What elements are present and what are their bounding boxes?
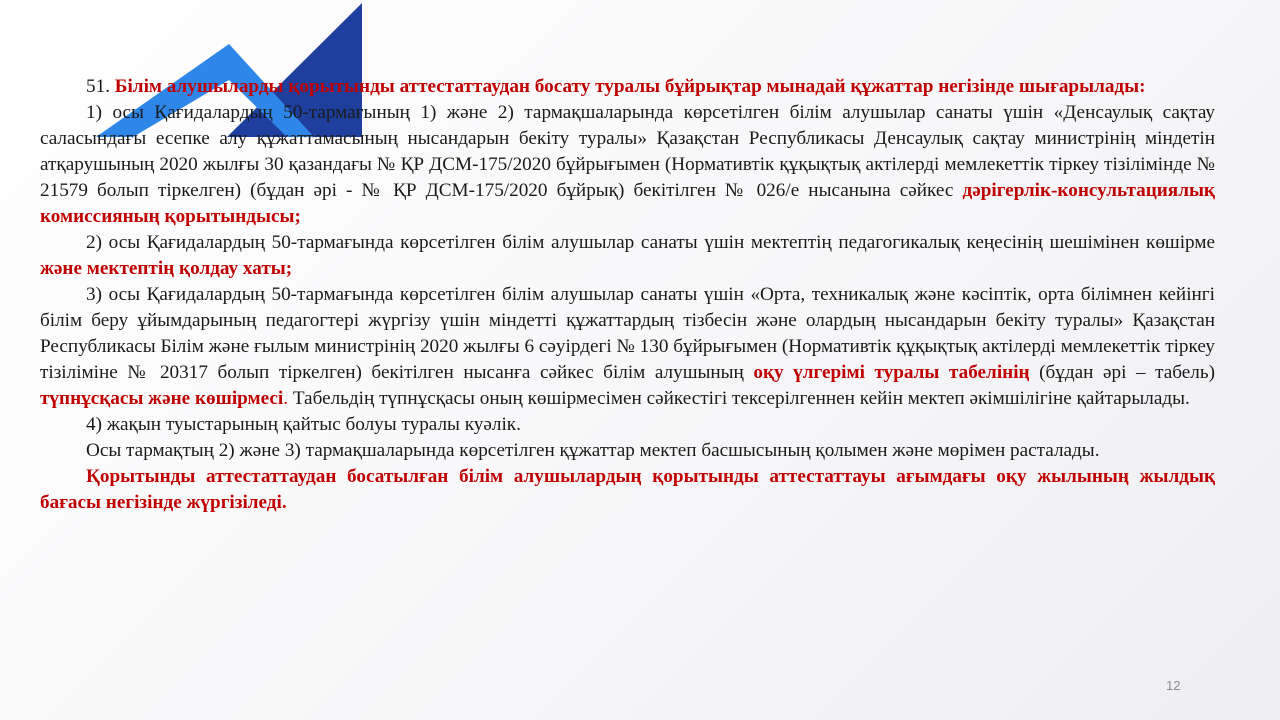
- paragraph-heading: Білім алушыларды қорытынды аттестаттаудан босату туралы бұйрықтар мынадай құжаттар негізінде шығарылады:: [114, 76, 1146, 97]
- paragraph-item-3: [40, 282, 1215, 412]
- confirmation-text: Осы тармақтың 2) және 3) тармақшаларында көрсетілген құжаттар мектеп басшысының қолымен және мөрімен расталады.: [86, 440, 1100, 461]
- paragraph-number: 51.: [86, 76, 115, 97]
- paragraph-item-4: [40, 412, 1215, 438]
- item-3-text-3: Табельдің түпнұсқасы оның көшірмесімен сәйкестігі тексерілгеннен кейін мектеп әкімшілігіне қайтарылады.: [288, 388, 1190, 409]
- item-4-text: 4) жақын туыстарының қайтыс болуы туралы куәлік.: [86, 414, 521, 435]
- item-3-highlight-1: оқу үлгерімі туралы табелінің: [753, 362, 1030, 383]
- paragraph-item-1: [40, 100, 1215, 230]
- paragraph-confirmation: [40, 438, 1215, 464]
- paragraph-conclusion: [40, 464, 1215, 516]
- item-2-highlight: және мектептің қолдау хаты;: [40, 258, 293, 279]
- slide-body-text: [40, 74, 1215, 516]
- item-3-text-1: 3) осы Қағидалардың 50-тармағында көрсетілген білім алушылар санаты үшін «Орта, техникалық және кәсіптік, орта білімнен кейінгі білім беру ұйымдарының педагогтері жүргізу үшін міндетті құжаттардың тізбесін және олардың нысандарын бекіту туралы» Қазақстан Республикасы Білім және ғылым министрінің 2020 жылғы 6 сәуірдегі № 130 бұйрығымен (Нормативтік құқықтық актілерді мемлекеттік тіркеу тізіліміне № 20317 болып тіркелген) бекітілген нысанға сәйкес білім алушының: [40, 284, 1215, 383]
- item-3-text-2: (бұдан әрі – табель): [1029, 362, 1215, 383]
- item-3-dot: .: [283, 388, 289, 409]
- item-3-highlight-2: түпнұсқасы және көшірмесі: [40, 388, 284, 409]
- item-1-text: 1) осы Қағидалардың 50-тармағының 1) және 2) тармақшаларында көрсетілген білім алушылар санаты үшін «Денсаулық сақтау саласындағы есепке алу құжаттамасының нысандарын бекіту туралы» Қазақстан Республикасы Денсаулық сақтау министрінің міндетін атқарушының 2020 жылғы 30 қазандағы № ҚР ДСМ-175/2020 бұйрығымен (Нормативтік құқықтық актілерді мемлекеттік тіркеу тізілімінде № 21579 болып тіркелген) (бұдан әрі - № ҚР ДСМ-175/2020 бұйрық) бекітілген № 026/е нысанына сәйкес: [40, 102, 1215, 201]
- item-2-text: 2) осы Қағидалардың 50-тармағында көрсетілген білім алушылар санаты үшін мектептің педагогикалық кеңесінің шешімінен көшірме: [86, 232, 1215, 253]
- page-number: 12: [1166, 678, 1181, 693]
- paragraph-51: [40, 74, 1215, 100]
- item-1-highlight: дәрігерлік-консультациялық комиссияның қорытындысы;: [40, 180, 1215, 227]
- conclusion-highlight: Қорытынды аттестаттаудан босатылған білім алушылардың қорытынды аттестаттауы ағымдағы оқу жылының жылдық бағасы негізінде жүргізіледі.: [40, 466, 1215, 513]
- paragraph-item-2: [40, 230, 1215, 282]
